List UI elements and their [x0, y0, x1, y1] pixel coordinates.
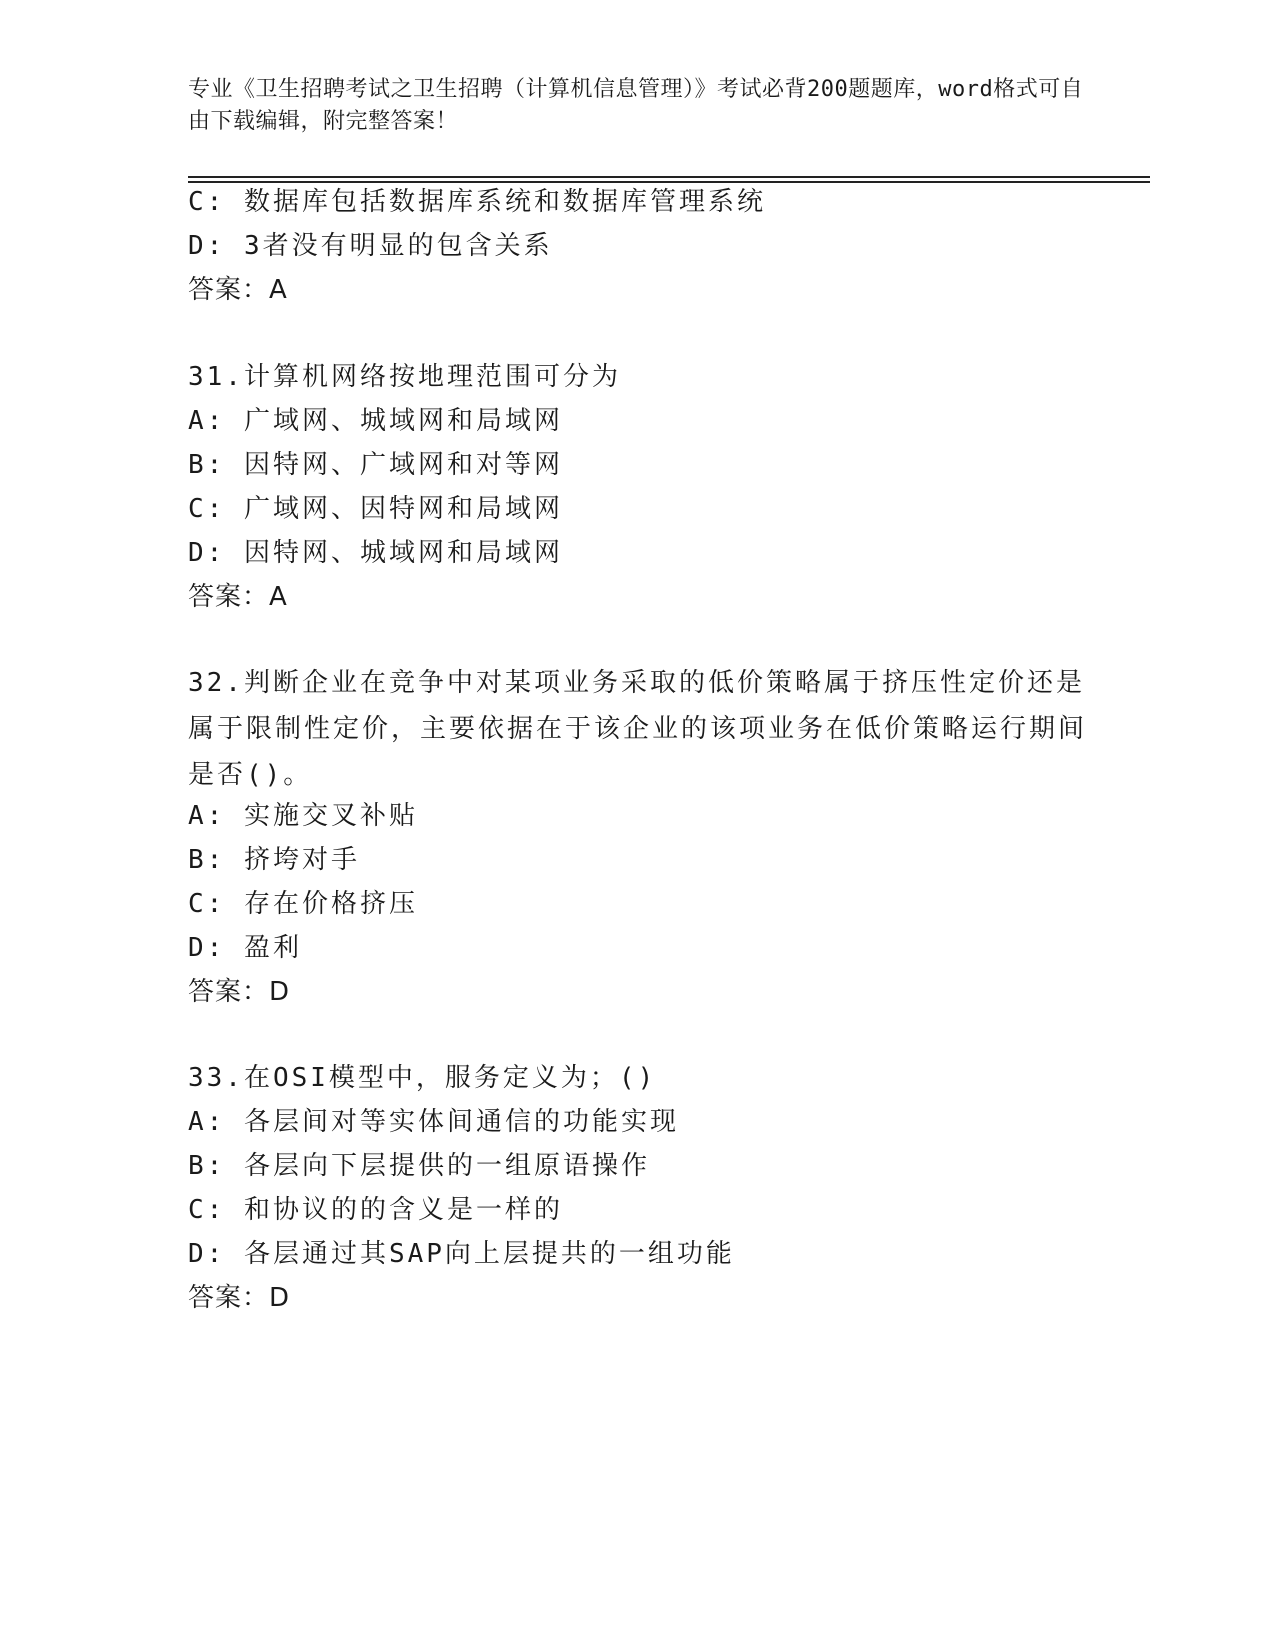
q31-option-a: A: 广域网、城域网和局域网 — [188, 406, 563, 436]
option-d: D: 3者没有明显的包含关系 — [188, 231, 553, 261]
header-divider-top — [188, 176, 1150, 178]
question-33-text: 33.在OSI模型中，服务定义为；() — [188, 1063, 657, 1093]
q31-option-c: C: 广域网、因特网和局域网 — [188, 494, 563, 524]
answer-label: 答案：A — [188, 275, 288, 305]
document-header: 专业《卫生招聘考试之卫生招聘（计算机信息管理）》考试必背200题题库，word格式可自由下载编辑，附完整答案！ — [188, 77, 1084, 134]
q32-answer: 答案：D — [188, 977, 291, 1007]
question-32-text: 32.判断企业在竞争中对某项业务采取的低价策略属于挤压性定价还是属于限制性定价，主要依据在于该企业的该项业务在低价策略运行期间是否()。 — [188, 668, 1088, 790]
q33-answer: 答案：D — [188, 1283, 291, 1313]
q33-option-d: D: 各层通过其SAP向上层提共的一组功能 — [188, 1239, 735, 1269]
q33-option-b: B: 各层向下层提供的一组原语操作 — [188, 1151, 650, 1181]
q33-option-c: C: 和协议的的含义是一样的 — [188, 1195, 563, 1225]
q31-option-b: B: 因特网、广域网和对等网 — [188, 450, 563, 480]
q31-option-d: D: 因特网、城域网和局域网 — [188, 538, 563, 568]
q32-option-c: C: 存在价格挤压 — [188, 889, 418, 919]
q32-option-a: A: 实施交叉补贴 — [188, 801, 418, 831]
q32-option-b: B: 挤垮对手 — [188, 845, 360, 875]
q32-option-d: D: 盈利 — [188, 933, 302, 963]
question-31-text: 31.计算机网络按地理范围可分为 — [188, 362, 621, 392]
option-c: C: 数据库包括数据库系统和数据库管理系统 — [188, 187, 766, 217]
q31-answer: 答案：A — [188, 582, 288, 612]
q33-option-a: A: 各层间对等实体间通信的功能实现 — [188, 1107, 679, 1137]
